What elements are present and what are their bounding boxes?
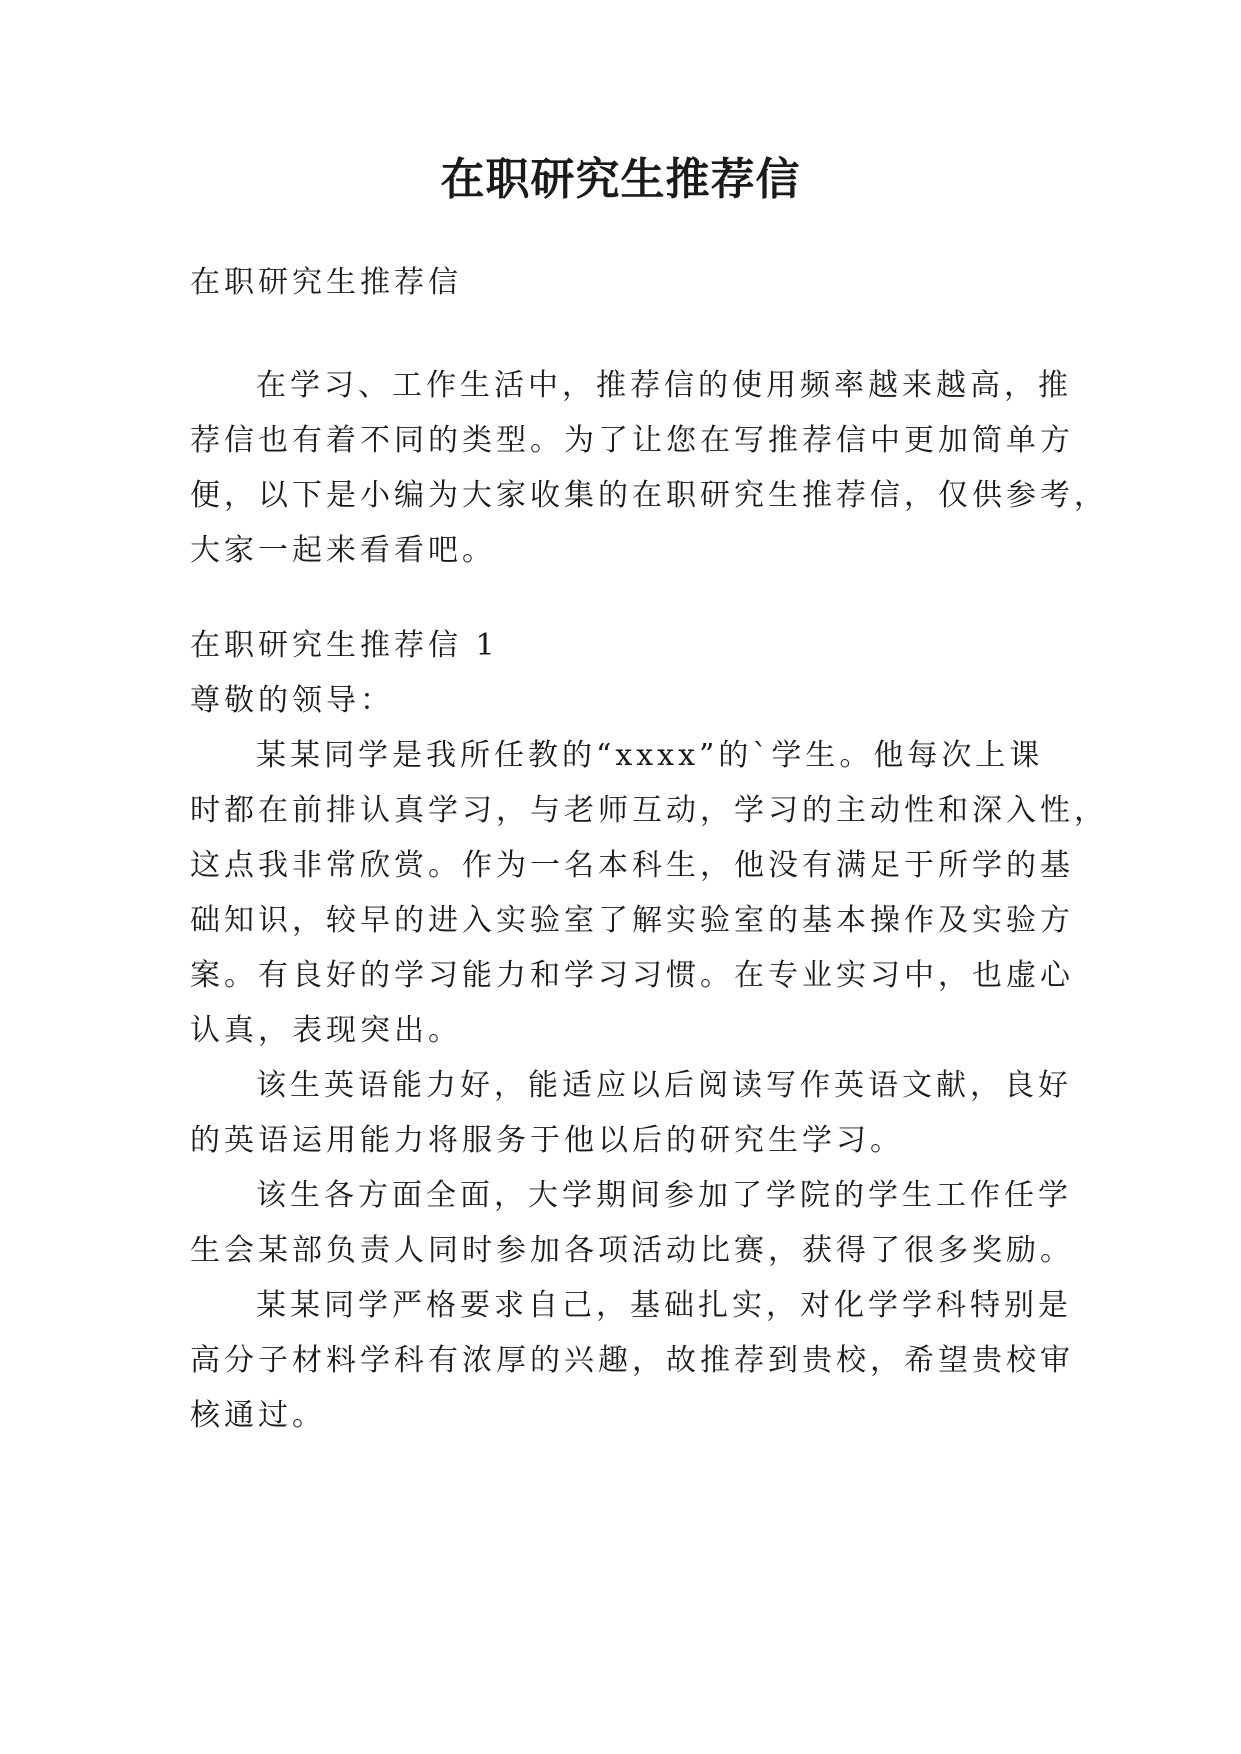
body-line: 这点我非常欣赏。作为一名本科生，他没有满足于所学的基 [190,848,1074,883]
intro-line: 荐信也有着不同的类型。为了让您在写推荐信中更加简单方 [190,423,1074,458]
section-heading: 在职研究生推荐信 1 [190,628,499,663]
body-line: 础知识，较早的进入实验室了解实验室的基本操作及实验方 [190,903,1074,938]
body-line: 时都在前排认真学习，与老师互动，学习的主动性和深入性， [190,793,1108,828]
body-line: 该生英语能力好，能适应以后阅读写作英语文献，良好 [256,1068,1072,1103]
document-subtitle: 在职研究生推荐信 [190,265,462,300]
body-line: 该生各方面全面，大学期间参加了学院的学生工作任学 [256,1178,1072,1213]
body-line: 的英语运用能力将服务于他以后的研究生学习。 [190,1123,904,1158]
body-line: 核通过。 [190,1398,326,1433]
salutation: 尊敬的领导： [190,683,394,718]
intro-line: 在学习、工作生活中，推荐信的使用频率越来越高，推 [256,368,1072,403]
body-line: 生会某部负责人同时参加各项活动比赛，获得了很多奖励。 [190,1233,1074,1268]
intro-line: 大家一起来看看吧。 [190,533,496,568]
body-line: 某某同学是我所任教的“xxxx”的`学生。他每次上课 [256,738,1044,773]
body-line: 案。有良好的学习能力和学习习惯。在专业实习中，也虚心 [190,958,1074,993]
body-line: 认真，表现突出。 [190,1013,462,1048]
body-line: 某某同学严格要求自己，基础扎实，对化学学科特别是 [256,1288,1072,1323]
intro-line: 便，以下是小编为大家收集的在职研究生推荐信，仅供参考， [190,478,1108,513]
body-line: 高分子材料学科有浓厚的兴趣，故推荐到贵校，希望贵校审 [190,1343,1074,1378]
document-title: 在职研究生推荐信 [440,154,801,205]
